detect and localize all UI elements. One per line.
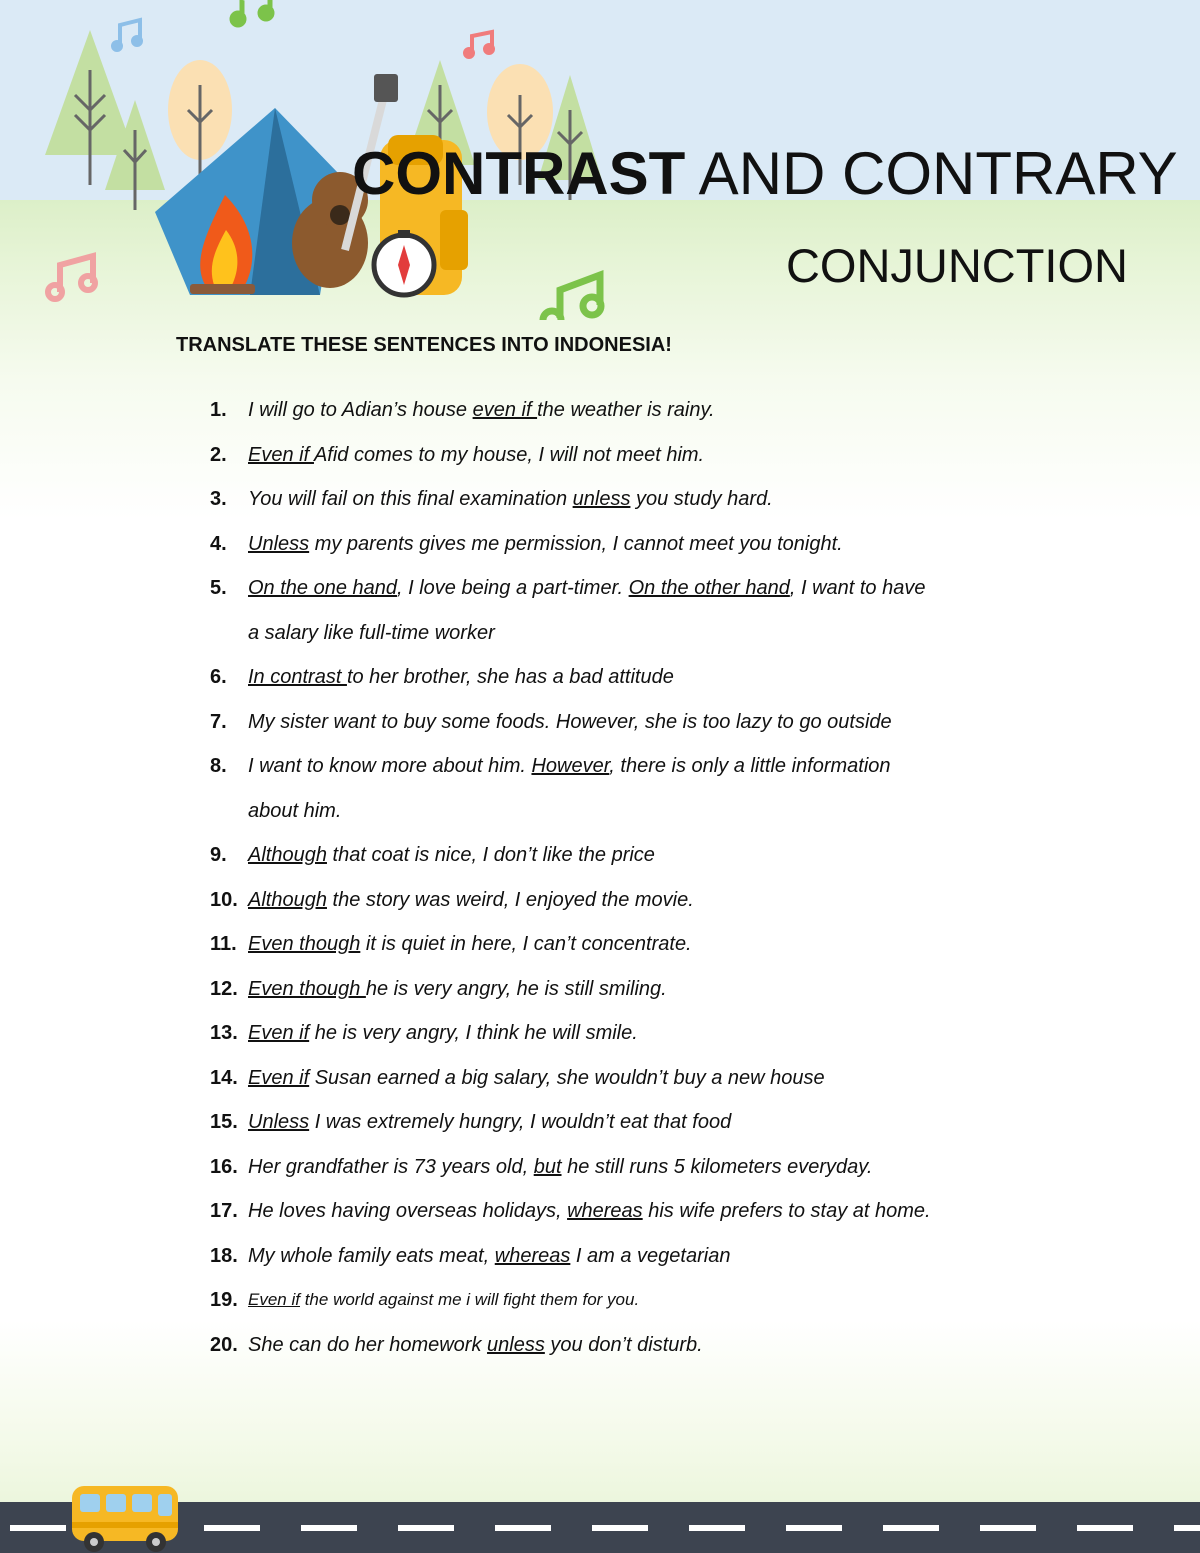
conjunction-text: On the other hand (628, 577, 790, 599)
conjunction-text: whereas (494, 1244, 571, 1267)
sentence-text: She can do her homework (248, 1333, 488, 1356)
instruction-heading: TRANSLATE THESE SENTENCES INTO INDONESIA! (176, 334, 672, 356)
music-note-icon (113, 20, 141, 50)
page-title (352, 138, 1178, 210)
sentence-text: to her brother, she has a bad attitude (346, 666, 674, 688)
list-item (206, 700, 1006, 745)
road-dash (1077, 1525, 1133, 1531)
sentence-text: I will go to Adian’s house (248, 399, 473, 421)
sentence-text: Her grandfather is 73 years old, (248, 1155, 534, 1178)
list-item (206, 1234, 1006, 1279)
list-item (206, 522, 1006, 567)
list-item (206, 967, 1006, 1012)
sentence-text: the world against me i will fight them for you. (299, 1290, 640, 1309)
road-dash (1174, 1525, 1200, 1531)
list-item (206, 388, 1006, 433)
road-dash (10, 1525, 66, 1531)
sentence-text: Susan earned a big salary, she wouldn’t buy a new house (309, 1066, 825, 1089)
item-number: 17. (210, 1200, 238, 1222)
sentence-text: about him. (248, 799, 342, 822)
item-number: 9. (210, 844, 227, 866)
item-number: 8. (210, 755, 227, 777)
item-number: 18. (210, 1244, 238, 1267)
list-item (206, 433, 1006, 478)
sentence-text: it is quiet in here, I can’t concentrate. (360, 933, 692, 955)
list-item (206, 566, 1006, 611)
item-number: 20. (210, 1333, 238, 1356)
list-item (206, 878, 1006, 923)
road-dash (204, 1525, 260, 1531)
list-item (206, 1145, 1006, 1190)
sentence-text: He loves having overseas holidays, (248, 1200, 568, 1222)
road-dash (883, 1525, 939, 1531)
music-note-icon (543, 275, 601, 320)
conjunction-text: Even if (248, 1290, 300, 1309)
conjunction-text: unless (487, 1333, 545, 1356)
sentence-text: I was extremely hungry, I wouldn’t eat that food (309, 1111, 732, 1133)
road-dash (689, 1525, 745, 1531)
sentence-list (206, 388, 1006, 1367)
item-number: 14. (210, 1066, 238, 1089)
sentence-text: his wife prefers to stay at home. (642, 1200, 931, 1222)
list-item (206, 789, 1006, 834)
conjunction-text: whereas (567, 1200, 643, 1222)
item-number: 15. (210, 1111, 238, 1133)
title-rest: AND CONTRARY (685, 140, 1178, 207)
bus-icon (70, 1482, 185, 1553)
conjunction-text: Unless (248, 532, 310, 555)
sentence-text: , I want to have (789, 577, 926, 599)
conjunction-text: Even though (248, 977, 366, 1000)
conjunction-text: Although (248, 888, 327, 911)
list-item (206, 1056, 1006, 1101)
item-number: 6. (210, 666, 227, 688)
road-dash (980, 1525, 1036, 1531)
road-dash (786, 1525, 842, 1531)
sentence-text: you study hard. (630, 488, 773, 510)
conjunction-text: Even if (248, 1022, 310, 1044)
list-item (206, 744, 1006, 789)
item-number: 16. (210, 1155, 238, 1178)
road-dash (398, 1525, 454, 1531)
title-bold: CONTRAST (352, 140, 686, 207)
sentence-text: my parents gives me permission, I cannot meet you tonight. (309, 532, 843, 555)
item-number: 4. (210, 532, 227, 555)
road-dash (495, 1525, 551, 1531)
item-number: 2. (210, 443, 227, 466)
item-number: 13. (210, 1022, 238, 1044)
conjunction-text: even if (472, 399, 538, 421)
item-number: 10. (210, 888, 238, 911)
conjunction-text: but (533, 1155, 562, 1178)
list-item (206, 1011, 1006, 1056)
item-number: 3. (210, 488, 227, 510)
item-number: 12. (210, 977, 238, 1000)
conjunction-text: Even though (248, 933, 361, 955)
sentence-text: you don’t disturb. (544, 1333, 703, 1356)
conjunction-text: Even if (248, 1066, 310, 1089)
music-note-icon (48, 256, 95, 299)
sentence-text: that coat is nice, I don’t like the price (326, 844, 655, 866)
page-subtitle: CONJUNCTION (785, 239, 1128, 292)
music-note-icon (232, 0, 272, 25)
sentence-text: Afid comes to my house, I will not meet him. (313, 443, 705, 466)
sentence-text: the weather is rainy. (537, 399, 715, 421)
sentence-text: , I love being a part-timer. (397, 577, 629, 599)
sentence-text: a salary like full-time worker (248, 621, 495, 644)
sentence-text: I want to know more about him. (248, 755, 532, 777)
sentence-text: My whole family eats meat, (248, 1244, 495, 1267)
list-item (206, 1323, 1006, 1368)
conjunction-text: In contrast (248, 666, 347, 688)
sentence-text: I am a vegetarian (570, 1244, 731, 1267)
list-item (206, 1100, 1006, 1145)
item-number: 1. (210, 399, 227, 421)
conjunction-text: Even if (248, 443, 314, 466)
item-number: 11. (210, 933, 237, 955)
list-item (206, 1189, 1006, 1234)
road-dash (301, 1525, 357, 1531)
sentence-text: My sister want to buy some foods. However, she is too lazy to go outside (248, 710, 892, 733)
item-number: 7. (210, 710, 227, 733)
list-item (206, 1278, 1006, 1323)
sentence-text: You will fail on this final examination (248, 488, 573, 510)
conjunction-text: Unless (248, 1111, 310, 1133)
item-number: 5. (210, 577, 227, 599)
item-number: 19. (210, 1289, 238, 1311)
sentence-text: he still runs 5 kilometers everyday. (561, 1155, 873, 1178)
list-item (206, 922, 1006, 967)
list-item (206, 611, 1006, 656)
list-item (206, 833, 1006, 878)
conjunction-text: However (531, 755, 610, 777)
sentence-text: , there is only a little information (609, 755, 891, 777)
sentence-text: the story was weird, I enjoyed the movie. (326, 888, 694, 911)
conjunction-text: unless (572, 488, 631, 510)
road-dash (592, 1525, 648, 1531)
conjunction-text: Although (248, 844, 327, 866)
list-item (206, 655, 1006, 700)
list-item (206, 477, 1006, 522)
conjunction-text: On the one hand (248, 577, 398, 599)
music-note-icon (465, 32, 493, 57)
sentence-text: he is very angry, I think he will smile. (309, 1022, 638, 1044)
sentence-text: he is very angry, he is still smiling. (365, 977, 667, 1000)
